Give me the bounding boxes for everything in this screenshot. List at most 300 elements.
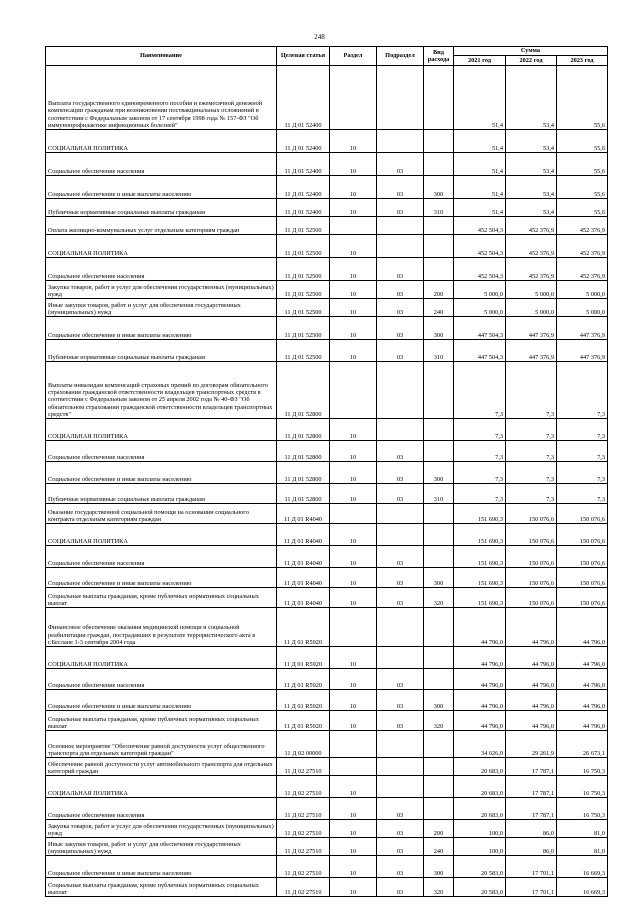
cell-kind: 310 <box>424 199 454 217</box>
cell-target: 11 Д 01 52400 <box>277 176 330 199</box>
cell-2023: 55,6 <box>557 66 608 130</box>
cell-2021: 7,3 <box>454 362 506 419</box>
cell-subsection <box>377 731 424 758</box>
cell-subsection: 03 <box>377 568 424 588</box>
table-row <box>46 441 608 462</box>
cell-2021: 44 796,0 <box>454 608 506 647</box>
cell-target: 11 Д 01 52800 <box>277 362 330 419</box>
cell-2021: 44 796,0 <box>454 690 506 711</box>
cell-2022: 150 076,6 <box>506 546 557 568</box>
cell-kind <box>424 66 454 130</box>
cell-subsection: 03 <box>377 588 424 608</box>
cell-name: Социальное обеспечение и иные выплаты населению <box>46 462 277 484</box>
cell-target: 11 Д 01 R5920 <box>277 711 330 731</box>
header-section: Раздел <box>330 47 377 66</box>
cell-2023: 55,6 <box>557 153 608 176</box>
cell-name: СОЦИАЛЬНАЯ ПОЛИТИКА <box>46 419 277 441</box>
table-row <box>46 647 608 669</box>
cell-2021: 151 690,3 <box>454 588 506 608</box>
cell-target: 11 Д 01 52400 <box>277 153 330 176</box>
cell-target: 11 Д 01 R5920 <box>277 608 330 647</box>
cell-kind <box>424 669 454 690</box>
cell-kind: 240 <box>424 299 454 317</box>
cell-2022: 7,3 <box>506 419 557 441</box>
cell-name: Социальные выплаты гражданам, кроме публичных нормативных социальных выплат <box>46 588 277 608</box>
cell-subsection <box>377 504 424 524</box>
cell-section: 10 <box>330 258 377 281</box>
table-row <box>46 524 608 546</box>
cell-section: 10 <box>330 820 377 838</box>
table-row <box>46 711 608 731</box>
cell-name: Социальные выплаты гражданам, кроме публичных нормативных социальных выплат <box>46 878 277 897</box>
cell-section: 10 <box>330 153 377 176</box>
cell-kind <box>424 758 454 776</box>
cell-kind: 300 <box>424 856 454 878</box>
cell-section: 10 <box>330 669 377 690</box>
cell-2023: 44 796,0 <box>557 608 608 647</box>
cell-2021: 151 690,3 <box>454 524 506 546</box>
cell-section: 10 <box>330 838 377 856</box>
cell-2021: 20 583,0 <box>454 878 506 897</box>
cell-2021: 452 504,3 <box>454 235 506 258</box>
cell-name: Социальное обеспечение и иные выплаты населению <box>46 568 277 588</box>
cell-kind: 310 <box>424 340 454 362</box>
cell-kind <box>424 504 454 524</box>
cell-section <box>330 608 377 647</box>
cell-2021: 7,3 <box>454 419 506 441</box>
cell-2022: 7,3 <box>506 362 557 419</box>
cell-target: 11 Д 01 52500 <box>277 217 330 235</box>
cell-kind <box>424 130 454 153</box>
cell-target: 11 Д 01 52800 <box>277 484 330 504</box>
cell-kind: 240 <box>424 838 454 856</box>
cell-section: 10 <box>330 878 377 897</box>
cell-subsection <box>377 608 424 647</box>
cell-name: Выплаты инвалидам компенсаций страховых премий по договорам обязательного страхования гражданской ответственности владельцев транспортных средств в соответствии с Федеральным законом от 25 апреля 2002 года № 40-ФЗ "Об обязательном страховании гражданской ответственности владельцев транспортных средств" <box>46 362 277 419</box>
cell-2023: 150 076,6 <box>557 546 608 568</box>
cell-name: Выплата государственного единовременного пособия и ежемесячной денежной компенсации гражданам при возникновении поствакцинальных осложнений в соответствии с Федеральным законом от 17 сентября 1998 года № 157-ФЗ "Об иммунопрофилактике инфекционных болезней" <box>46 66 277 130</box>
cell-section: 10 <box>330 340 377 362</box>
cell-2022: 53,4 <box>506 176 557 199</box>
cell-target: 11 Д 01 52800 <box>277 441 330 462</box>
cell-name: СОЦИАЛЬНАЯ ПОЛИТИКА <box>46 235 277 258</box>
cell-2023: 16 750,3 <box>557 776 608 798</box>
cell-section <box>330 217 377 235</box>
header-kind: Вид расхода <box>424 47 454 66</box>
cell-name: Социальное обеспечение и иные выплаты населению <box>46 317 277 340</box>
cell-2021: 151 690,3 <box>454 504 506 524</box>
cell-kind <box>424 441 454 462</box>
cell-kind <box>424 153 454 176</box>
cell-section: 10 <box>330 588 377 608</box>
cell-section <box>330 66 377 130</box>
cell-2022: 44 796,0 <box>506 711 557 731</box>
cell-2021: 7,3 <box>454 462 506 484</box>
cell-name: Обеспечение равной доступности услуг автомобильного транспорта для отдельных категорий граждан <box>46 758 277 776</box>
cell-subsection: 03 <box>377 340 424 362</box>
cell-section <box>330 758 377 776</box>
cell-2022: 53,4 <box>506 130 557 153</box>
cell-section: 10 <box>330 419 377 441</box>
cell-section: 10 <box>330 484 377 504</box>
cell-subsection <box>377 362 424 419</box>
cell-target: 11 Д 01 52500 <box>277 281 330 299</box>
cell-section: 10 <box>330 856 377 878</box>
cell-subsection: 03 <box>377 838 424 856</box>
cell-kind: 320 <box>424 588 454 608</box>
cell-2021: 7,3 <box>454 484 506 504</box>
cell-section: 10 <box>330 524 377 546</box>
table-row <box>46 362 608 419</box>
cell-target: 11 Д 01 R4040 <box>277 524 330 546</box>
budget-table <box>45 46 608 897</box>
page-number: 248 <box>314 33 325 41</box>
cell-subsection: 03 <box>377 199 424 217</box>
cell-2023: 7,3 <box>557 362 608 419</box>
cell-2022: 7,3 <box>506 462 557 484</box>
cell-2022: 447 376,9 <box>506 340 557 362</box>
cell-section: 10 <box>330 462 377 484</box>
table-row <box>46 588 608 608</box>
cell-name: Публичные нормативные социальные выплаты гражданам <box>46 484 277 504</box>
cell-name: СОЦИАЛЬНАЯ ПОЛИТИКА <box>46 130 277 153</box>
cell-2023: 5 000,0 <box>557 281 608 299</box>
cell-2023: 81,0 <box>557 838 608 856</box>
cell-2023: 81,0 <box>557 820 608 838</box>
cell-kind <box>424 731 454 758</box>
cell-section: 10 <box>330 176 377 199</box>
cell-section <box>330 504 377 524</box>
cell-2022: 17 787,1 <box>506 798 557 820</box>
cell-2023: 5 000,0 <box>557 299 608 317</box>
cell-subsection: 03 <box>377 462 424 484</box>
cell-name: Оказание государственной социальной помощи на основании социального контракта отдельным категориям граждан <box>46 504 277 524</box>
cell-2022: 150 076,6 <box>506 524 557 546</box>
cell-2023: 44 796,0 <box>557 669 608 690</box>
cell-2023: 452 376,9 <box>557 217 608 235</box>
table-row <box>46 878 608 897</box>
table-row <box>46 776 608 798</box>
cell-2022: 53,4 <box>506 66 557 130</box>
cell-name: Социальное обеспечение и иные выплаты населению <box>46 856 277 878</box>
cell-target: 11 Д 02 27510 <box>277 856 330 878</box>
cell-2021: 100,0 <box>454 820 506 838</box>
cell-2022: 17 787,1 <box>506 758 557 776</box>
cell-2023: 7,3 <box>557 484 608 504</box>
cell-2021: 452 504,3 <box>454 258 506 281</box>
cell-kind <box>424 258 454 281</box>
cell-kind <box>424 217 454 235</box>
cell-subsection <box>377 776 424 798</box>
cell-target: 11 Д 01 52500 <box>277 299 330 317</box>
table-row <box>46 690 608 711</box>
cell-2023: 16 750,3 <box>557 798 608 820</box>
cell-target: 11 Д 01 52800 <box>277 462 330 484</box>
table-row <box>46 856 608 878</box>
table-row <box>46 199 608 217</box>
cell-section: 10 <box>330 441 377 462</box>
cell-2021: 44 796,0 <box>454 647 506 669</box>
cell-name: Финансовое обеспечение оказания медицинской помощи и социальной реабилитации граждан, пострадавших в результате террористического акта в г.Беслане 1-3 сентября 2004 года <box>46 608 277 647</box>
cell-2021: 51,4 <box>454 176 506 199</box>
cell-2021: 44 796,0 <box>454 711 506 731</box>
cell-section: 10 <box>330 690 377 711</box>
table-row <box>46 484 608 504</box>
cell-section: 10 <box>330 317 377 340</box>
cell-target: 11 Д 01 R5920 <box>277 669 330 690</box>
table-row <box>46 568 608 588</box>
cell-2021: 452 504,3 <box>454 217 506 235</box>
cell-target: 11 Д 02 27510 <box>277 820 330 838</box>
table-row <box>46 669 608 690</box>
cell-subsection: 03 <box>377 798 424 820</box>
header-sum: Сумма <box>454 47 608 56</box>
cell-subsection: 03 <box>377 258 424 281</box>
cell-kind: 300 <box>424 690 454 711</box>
cell-name: Публичные нормативные социальные выплаты гражданам <box>46 199 277 217</box>
cell-2022: 53,4 <box>506 199 557 217</box>
cell-kind <box>424 419 454 441</box>
cell-name: Социальное обеспечение населения <box>46 669 277 690</box>
cell-2022: 452 376,9 <box>506 217 557 235</box>
cell-subsection: 03 <box>377 546 424 568</box>
cell-subsection: 03 <box>377 690 424 711</box>
cell-2021: 447 504,3 <box>454 340 506 362</box>
cell-subsection: 03 <box>377 317 424 340</box>
cell-name: Публичные нормативные социальные выплаты гражданам <box>46 340 277 362</box>
cell-section: 10 <box>330 776 377 798</box>
cell-subsection <box>377 758 424 776</box>
cell-2023: 7,3 <box>557 462 608 484</box>
cell-name: СОЦИАЛЬНАЯ ПОЛИТИКА <box>46 776 277 798</box>
table-row <box>46 281 608 299</box>
cell-target: 11 Д 01 52400 <box>277 130 330 153</box>
table-row <box>46 758 608 776</box>
cell-target: 11 Д 02 27510 <box>277 878 330 897</box>
cell-target: 11 Д 01 R4040 <box>277 504 330 524</box>
cell-2021: 7,3 <box>454 441 506 462</box>
cell-subsection: 03 <box>377 176 424 199</box>
cell-2022: 447 376,9 <box>506 317 557 340</box>
cell-name: Основное мероприятие "Обеспечение равной доступности услуг общественного транспорта для отдельных категорий граждан" <box>46 731 277 758</box>
cell-2021: 100,0 <box>454 838 506 856</box>
cell-2023: 452 376,9 <box>557 235 608 258</box>
cell-2022: 7,3 <box>506 441 557 462</box>
cell-kind: 300 <box>424 568 454 588</box>
cell-kind: 320 <box>424 878 454 897</box>
table-row <box>46 731 608 758</box>
cell-2022: 17 701,1 <box>506 878 557 897</box>
cell-target: 11 Д 01 R5920 <box>277 690 330 711</box>
cell-target: 11 Д 01 R4040 <box>277 588 330 608</box>
cell-subsection <box>377 130 424 153</box>
cell-kind: 200 <box>424 281 454 299</box>
cell-target: 11 Д 02 27510 <box>277 838 330 856</box>
table-row <box>46 462 608 484</box>
cell-2023: 16 669,3 <box>557 878 608 897</box>
cell-target: 11 Д 02 27510 <box>277 798 330 820</box>
cell-2022: 150 076,6 <box>506 588 557 608</box>
cell-kind: 300 <box>424 462 454 484</box>
cell-section <box>330 731 377 758</box>
cell-section: 10 <box>330 798 377 820</box>
cell-2023: 55,6 <box>557 199 608 217</box>
table-row <box>46 258 608 281</box>
table-row <box>46 217 608 235</box>
cell-2022: 86,0 <box>506 820 557 838</box>
cell-kind: 200 <box>424 820 454 838</box>
table-body <box>46 66 608 897</box>
cell-name: Социальное обеспечение населения <box>46 441 277 462</box>
cell-name: Закупка товаров, работ и услуг для обеспечения государственных (муниципальных) нужд <box>46 281 277 299</box>
cell-2023: 150 076,6 <box>557 504 608 524</box>
cell-section: 10 <box>330 281 377 299</box>
cell-2023: 55,6 <box>557 130 608 153</box>
cell-name: Социальное обеспечение населения <box>46 153 277 176</box>
cell-2022: 452 376,9 <box>506 258 557 281</box>
cell-2022: 44 796,0 <box>506 608 557 647</box>
cell-target: 11 Д 01 52500 <box>277 235 330 258</box>
cell-subsection: 03 <box>377 856 424 878</box>
cell-target: 11 Д 02 27510 <box>277 758 330 776</box>
table-row <box>46 299 608 317</box>
cell-2021: 5 000,0 <box>454 299 506 317</box>
table-row <box>46 546 608 568</box>
cell-name: СОЦИАЛЬНАЯ ПОЛИТИКА <box>46 647 277 669</box>
cell-section <box>330 362 377 419</box>
cell-subsection <box>377 217 424 235</box>
cell-2022: 5 000,0 <box>506 281 557 299</box>
cell-2021: 20 683,0 <box>454 798 506 820</box>
cell-2022: 17 701,1 <box>506 856 557 878</box>
cell-target: 11 Д 02 00000 <box>277 731 330 758</box>
cell-target: 11 Д 01 52500 <box>277 340 330 362</box>
cell-subsection: 03 <box>377 711 424 731</box>
header-target: Целевая статья <box>277 47 330 66</box>
table-row <box>46 419 608 441</box>
cell-subsection: 03 <box>377 441 424 462</box>
cell-subsection: 03 <box>377 299 424 317</box>
cell-2023: 150 076,6 <box>557 588 608 608</box>
cell-2021: 44 796,0 <box>454 669 506 690</box>
header-2023: 2023 год <box>557 56 608 66</box>
cell-name: Социальное обеспечение населения <box>46 798 277 820</box>
cell-kind: 300 <box>424 176 454 199</box>
cell-2021: 20 583,0 <box>454 856 506 878</box>
cell-2023: 44 796,0 <box>557 647 608 669</box>
table-row <box>46 608 608 647</box>
header-subsection: Подраздел <box>377 47 424 66</box>
cell-2022: 44 796,0 <box>506 647 557 669</box>
cell-2021: 51,4 <box>454 66 506 130</box>
cell-2021: 34 026,0 <box>454 731 506 758</box>
cell-kind <box>424 647 454 669</box>
table-row <box>46 317 608 340</box>
cell-subsection: 03 <box>377 878 424 897</box>
cell-2023: 7,3 <box>557 419 608 441</box>
table-row <box>46 176 608 199</box>
cell-section: 10 <box>330 235 377 258</box>
cell-kind <box>424 524 454 546</box>
cell-subsection: 03 <box>377 669 424 690</box>
cell-2021: 5 000,0 <box>454 281 506 299</box>
cell-2023: 44 796,0 <box>557 711 608 731</box>
cell-target: 11 Д 01 52400 <box>277 66 330 130</box>
cell-name: Иные закупки товаров, работ и услуг для обеспечения государственных (муниципальных) нужд <box>46 838 277 856</box>
header-2021: 2021 год <box>454 56 506 66</box>
cell-kind: 320 <box>424 711 454 731</box>
cell-kind: 300 <box>424 317 454 340</box>
cell-subsection <box>377 66 424 130</box>
cell-name: Закупка товаров, работ и услуг для обеспечения государственных (муниципальных) нужд <box>46 820 277 838</box>
cell-2022: 150 076,6 <box>506 504 557 524</box>
cell-name: Социальное обеспечение и иные выплаты населению <box>46 176 277 199</box>
cell-target: 11 Д 01 R4040 <box>277 546 330 568</box>
cell-kind <box>424 546 454 568</box>
cell-kind <box>424 235 454 258</box>
cell-section: 10 <box>330 130 377 153</box>
cell-kind <box>424 608 454 647</box>
cell-target: 11 Д 01 52500 <box>277 317 330 340</box>
cell-2022: 7,3 <box>506 484 557 504</box>
cell-section: 10 <box>330 647 377 669</box>
table-row <box>46 235 608 258</box>
table-row <box>46 130 608 153</box>
cell-target: 11 Д 01 52400 <box>277 199 330 217</box>
cell-target: 11 Д 02 27510 <box>277 776 330 798</box>
cell-target: 11 Д 01 52500 <box>277 258 330 281</box>
cell-2022: 5 000,0 <box>506 299 557 317</box>
cell-name: СОЦИАЛЬНАЯ ПОЛИТИКА <box>46 524 277 546</box>
cell-2023: 26 673,1 <box>557 731 608 758</box>
cell-subsection: 03 <box>377 820 424 838</box>
cell-2021: 51,4 <box>454 153 506 176</box>
table-row <box>46 820 608 838</box>
cell-target: 11 Д 01 R4040 <box>277 568 330 588</box>
cell-section: 10 <box>330 299 377 317</box>
table-row <box>46 153 608 176</box>
table-row <box>46 838 608 856</box>
cell-target: 11 Д 01 R5920 <box>277 647 330 669</box>
cell-subsection <box>377 235 424 258</box>
cell-name: Оплата жилищно-коммунальных услуг отдельным категориям граждан <box>46 217 277 235</box>
cell-section: 10 <box>330 711 377 731</box>
cell-2021: 51,4 <box>454 130 506 153</box>
cell-2023: 150 076,6 <box>557 568 608 588</box>
cell-subsection <box>377 524 424 546</box>
cell-2022: 53,4 <box>506 153 557 176</box>
cell-2023: 55,6 <box>557 176 608 199</box>
cell-kind <box>424 362 454 419</box>
cell-subsection: 03 <box>377 484 424 504</box>
cell-2022: 44 796,0 <box>506 690 557 711</box>
cell-subsection: 03 <box>377 281 424 299</box>
cell-2023: 150 076,6 <box>557 524 608 546</box>
cell-2022: 86,0 <box>506 838 557 856</box>
cell-2022: 17 787,1 <box>506 776 557 798</box>
cell-section: 10 <box>330 568 377 588</box>
cell-2023: 16 669,3 <box>557 856 608 878</box>
cell-2023: 16 750,3 <box>557 758 608 776</box>
cell-section: 10 <box>330 199 377 217</box>
cell-subsection: 03 <box>377 153 424 176</box>
cell-2021: 151 690,3 <box>454 546 506 568</box>
cell-2022: 150 076,6 <box>506 568 557 588</box>
cell-2023: 452 376,9 <box>557 258 608 281</box>
cell-2021: 447 504,3 <box>454 317 506 340</box>
cell-2021: 51,4 <box>454 199 506 217</box>
cell-name: Иные закупки товаров, работ и услуг для обеспечения государственных (муниципальных) нужд <box>46 299 277 317</box>
